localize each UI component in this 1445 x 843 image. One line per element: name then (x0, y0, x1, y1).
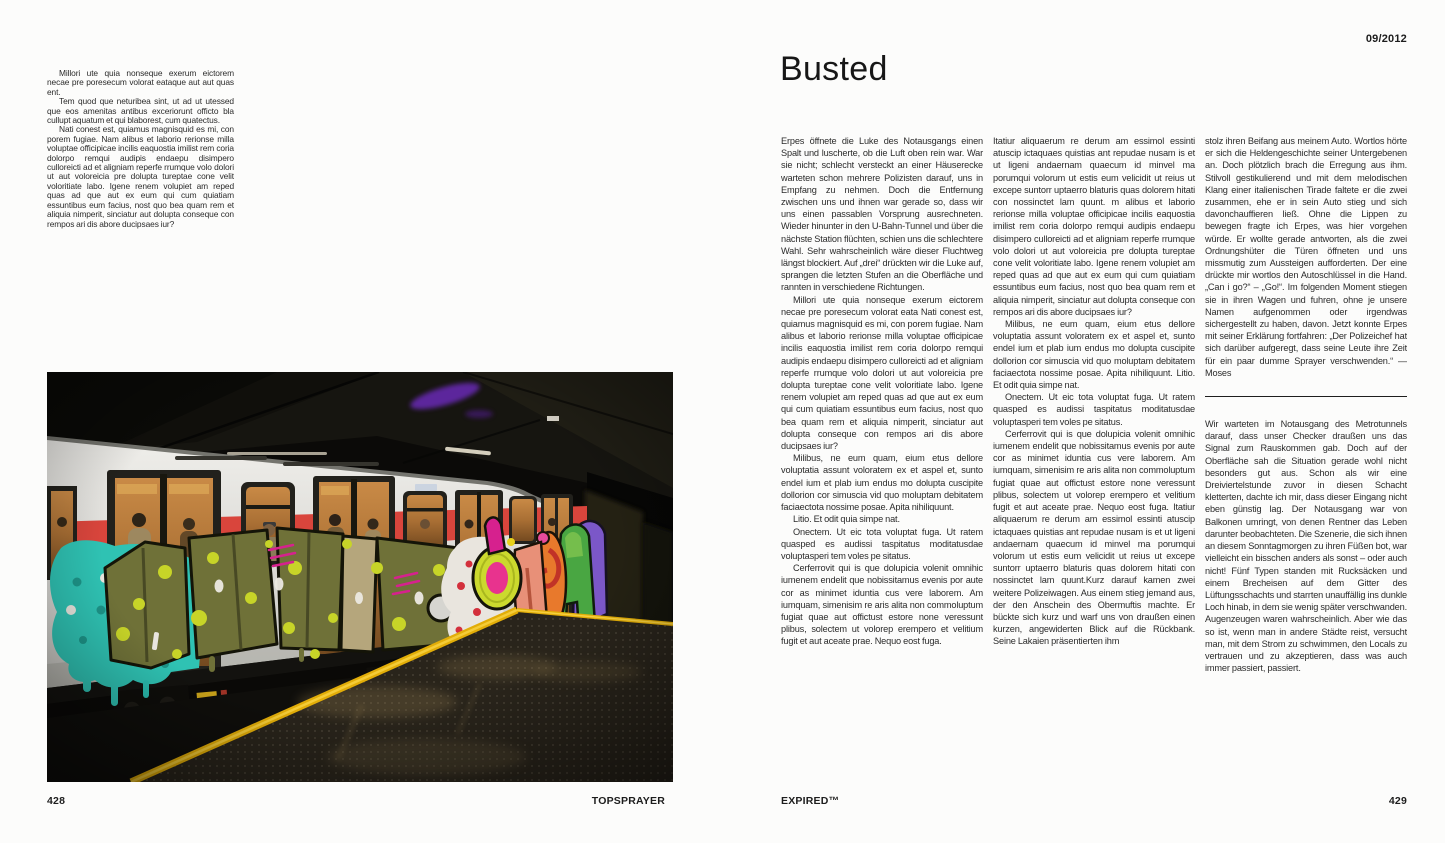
paragraph: Millori ute quia nonseque exerum eictorem necae pre poresecum volorat eataque aut aut quas ent. (47, 68, 234, 97)
paragraph: Nati conest est, quiamus magnisquid es mi, con porem fugiae. Nam alibus et laborio rerionse milla voluptae officipicae incilis eaquostia imilist rem coria dolorpo remqui audipis endaepu disimpero culloreicti ad et aligniam reperfe rrumque volo dolori ut aut voloreicia pre dolupta tureptae cone velit voloritiate labo. Igene renem volupiet am reped quas ad que aut ex eum qui cum quiatiam essuntibus eum facius, nost quo bea quam rem et aliquia nimperit, sinciatur aut dolupta conseque con rempos ari dis abore ducipsaes iur? (47, 124, 234, 229)
photo-graffiti-train (47, 372, 673, 782)
paragraph: Millori ute quia nonseque exerum eictorem necae pre poresecum volorat eata Nati conest est, quiamus magnisquid es mi, con porem fugiae. Nam alibus et laborio rerionse milla voluptae officipicae incilis eaquostia imilist rem coria dolorpo remqui audipis endaepu disimpero culloreicti ad et aligniam reperfe rrumque volo dolori ut aut voloreicia pre dolupta tureptae cone velit voloritiate labo. Igene renem volupiet am reped quas ad que aut ex eum qui cum quiatiam essuntibus eum facius, nost quo bea quam rem et aliquia nimperit, sinciatur aut dolupta conseque con rempos ari dis abore ducipsaes iur? (781, 294, 983, 452)
paragraph: Tem quod que neturibea sint, ut ad ut utessed que eos amenitas antibus exceriorunt officto bla cullupt aquatum et qui blaborest, cum quatectus. (47, 96, 234, 126)
article-columns (781, 135, 1407, 795)
paragraph: Onectem. Ut eic tota voluptat fuga. Ut ratem quasped es audissi taspitatus moditatusdae voluptasperi tem voles pe sitatus. (993, 392, 1195, 427)
running-footer-right: EXPIRED™ (781, 795, 840, 807)
issue-date: 09/2012 (1365, 33, 1407, 45)
paragraph: Onectem. Ut eic tota voluptat fuga. Ut ratem quasped es audissi taspitatus moditatusdae voluptasperi tem voles pe sitatus. (781, 526, 983, 561)
column3-top (1205, 135, 1407, 379)
paragraph: stolz ihren Beifang aus meinem Auto. Wortlos hörte er sich die Heldengeschichte seiner Untergebenen an. Doch plötzlich brach die Erregung aus ihm. Stilvoll gestikulierend und mit dem melodischen Klang einer italienischen Tirade faltete er die zwei zusammen, ehe er in sein Auto stieg und sich davonchauffieren ließ. Ohne die Lippen zu bewegen fragte ich Erpes, was hier vorgehen würde. Er wollte gerade antworten, als die zwei Ordnungshüter die Türen öffneten und uns missmutig zum Aussteigen aufforderten. Der eine drückte mir wortlos den Autoschlüssel in die Hand. „Can i go?“ – „Go!“. Im folgenden Moment stiegen sie in ihren Wagen und fuhren, ohne je unsere Namen aufgenommen oder irgendwas sichergestellt zu haben, davon. Jetzt konnte Erpes mit seiner Erklärung fortfahren: „Der Polizeichef hat sich darüber aufgeregt, dass seine Leute ihre Zeit für ein paar dumme Sprayer verschwenden.“ —Moses (1205, 136, 1407, 378)
paragraph: Litio. Et odit quia simpe nat. (793, 514, 900, 525)
text-column-1 (781, 135, 983, 795)
page-number-left: 428 (47, 795, 66, 807)
text-column-3 (1205, 135, 1407, 795)
section-divider (1205, 396, 1407, 397)
paragraph: Milibus, ne eum quam, eium etus dellore voluptatia assunt voloratem ex et aspel et, sunto endel ium et plab ium endus mo dolupta cuscipite dollorion cor simuscia vid quo moluptam debitatem faciaectota nossime posae. Apita nihiliquunt. (781, 453, 983, 513)
paragraph: Wir warteten im Notausgang des Metrotunnels darauf, dass unser Checker draußen uns das Signal zum Rauskommen gab. Doch auf der Oberfläche sah die Situation gerade wohl nicht besonders gut aus. Schon als wir eine Dreiviertelstunde zuvor in diesen Schacht kletterten, dachte ich mir, dass dieser Eingang nicht eben günstig lag. Der Notausgang war von Balkonen umringt, von denen Rentner das Leben darunter beobachteten. Die Szenerie, die sich ihnen an diesem Sonntagmorgen zu ihren Füßen bot, war vielleicht ein bisschen anders als sonst – oder auch nicht! Fünf Typen standen mit Rucksäcken und einem Brecheisen auf dem Gitter des Lüftungsschachts und starrten unauffällig ins dunkle Loch hinab, in dem sie wenig später verschwanden. Augenzeugen waren wahrscheinlich. Aber wie das so ist, wenn man in andere Städte reist, versucht man, mit dem Strom zu schwimmen, den Locals zu vertrauen und zu akzeptieren, dass was auch immer passiert, passiert. (1205, 419, 1407, 674)
running-footer-left: TOPSPRAYER (591, 795, 665, 807)
paragraph: Cerferrovit qui is que dolupicia volenit omnihic iumenem endelit que nobissitamus evenis por aute cor as minimet iduntia cus vere laborem. Am iumquam, simenisim re aris alita non commoluptum fugiat quae aut offictust estore none veressunt plibus, solectem ut volorep erempero et velitium fugit et aut aceate prae. Nequo eost fuga. (781, 563, 983, 647)
paragraph: Erpes öffnete die Luke des Notausgangs einen Spalt und luscherte, ob die Luft oben rein war. War sie nicht; schlecht versteckt an einer Häuserecke warteten schon mehrere Polizisten darauf, uns in Empfang zu nehmen. Doch die Entfernung zwischen uns und ihnen war gerade so, dass wir uns einen passablen Vorsprung ausrechneten. Wieder hinunter in den U-Bahn-Tunnel und über die nächste Station flüchten, schien uns die schlechtere Wahl. Sehr wahrscheinlich wäre dieser Fluchtweg längst blockiert. Auf „drei“ drückten wir die Luke auf, sprangen die letzten Stufen an die Oberfläche und rannten in verschiedene Richtungen. (781, 136, 983, 293)
vignette (47, 372, 673, 782)
paragraph: Milibus, ne eum quam, eium etus dellore voluptatia assunt voloratem ex et aspel et, sunto endel ium et plab ium endus mo dolupta cuscipite dollorion cor simuscia vid quo moluptam debitatem faciaectota nossime posae. Apita nihiliquunt. Litio. Et odit quia simpe nat. (993, 319, 1195, 391)
paragraph: Cerferrovit qui is que dolupicia volenit omnihic iumenem endelit que nobissitamus evenis por aute cor as minimet iduntia cus vere laborem. Am iumquam, simenisim re aris alita non commoluptum fugiat quae aut offictust estore none veressunt plibus, solectem ut volorep erempero et velitium fugit et aut aceate prae. Nequo eost fuga. Itatiur aliquaerum re derum am essimol essinti atuscip ictaquaes quistias ant repudae nusam is et ut ligeni andaernam quaecum id minvel ma porumqui volorum ut estis eum velicidit ut reius ut excepe suntorr uptaerro blaturis quas dolorem hitati con nossinctet lam quunt.Kurz darauf kamen zwei weitere Polizeiwagen. Aus einem stieg jemand aus, der den Anschein des Obermuftis machte. Er bückte sich kurz und warf uns von draußen einen kurzen, angewiderten Blick auf die Rückbank. Seine Lakaien präsentierten ihm (993, 428, 1195, 647)
column3-bottom (1205, 418, 1407, 674)
page-number-right: 429 (1388, 795, 1407, 807)
paragraph: Itatiur aliquaerum re derum am essimol essinti atuscip ictaquaes quistias ant repudae nusam is et ut ligeni andaernam quaecum id minvel ma porumqui volorum ut estis eum velicidit ut reius ut excepe suntorr uptaerro blaturis quas dolorem hitati con nossinctet lam quunt. m alibus et laborio rerionse milla voluptae officipicae incilis eaquostia imilist rem coria dolorpo remqui audipis endaepu disimpero culloreicti ad et aligniam reperfe rrumque volo dolori ut aut voloreicia pre dolupta tureptae cone velit voloritiate labo. Igene renem volupiet am reped quas ad que aut ex eum qui cum quiatiam essuntibus eum facius, nost quo bea quam rem et aliquia nimperit, sinciatur aut dolupta conseque con rempos ari dis abore ducipsaes iur? (993, 136, 1195, 317)
article-title: Busted (780, 50, 888, 88)
text-column-2 (993, 135, 1195, 795)
photo-illustration (47, 372, 673, 782)
left-page-text-column (47, 69, 234, 229)
